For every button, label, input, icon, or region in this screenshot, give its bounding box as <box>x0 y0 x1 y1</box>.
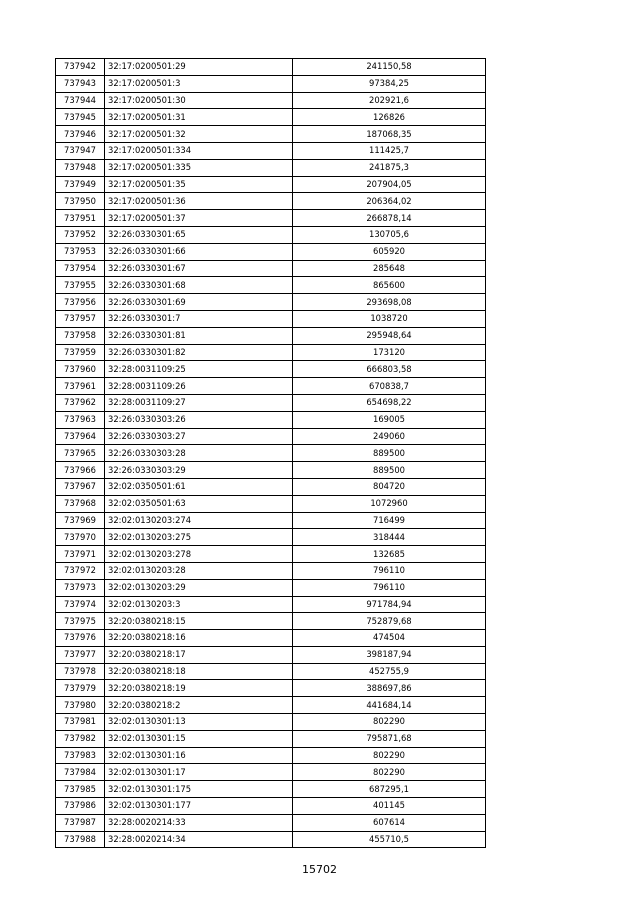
cadastral-number-cell: 32:02:0350501:63 <box>105 495 293 512</box>
row-id-cell: 737974 <box>56 596 105 613</box>
table-row <box>56 747 486 764</box>
value-cell: 802290 <box>293 764 486 781</box>
table-row <box>56 92 486 109</box>
value-cell: 802290 <box>293 747 486 764</box>
value-cell: 187068,35 <box>293 126 486 143</box>
cadastral-number-cell: 32:20:0380218:19 <box>105 680 293 697</box>
table-row <box>56 831 486 848</box>
cadastral-number-cell: 32:28:0020214:33 <box>105 814 293 831</box>
cadastral-number-cell: 32:17:0200501:31 <box>105 109 293 126</box>
cadastral-number-cell: 32:28:0031109:27 <box>105 394 293 411</box>
table-row <box>56 210 486 227</box>
cadastral-number-cell: 32:02:0130203:28 <box>105 562 293 579</box>
cadastral-number-cell: 32:20:0380218:18 <box>105 663 293 680</box>
cadastral-number-cell: 32:28:0031109:25 <box>105 361 293 378</box>
value-cell: 401145 <box>293 798 486 815</box>
cadastral-number-cell: 32:26:0330301:66 <box>105 243 293 260</box>
row-id-cell: 737964 <box>56 428 105 445</box>
value-cell: 97384,25 <box>293 75 486 92</box>
cadastral-number-cell: 32:02:0130301:15 <box>105 730 293 747</box>
row-id-cell: 737956 <box>56 294 105 311</box>
table-row <box>56 361 486 378</box>
value-cell: 388697,86 <box>293 680 486 697</box>
table-row <box>56 243 486 260</box>
row-id-cell: 737978 <box>56 663 105 680</box>
value-cell: 452755,9 <box>293 663 486 680</box>
row-id-cell: 737966 <box>56 462 105 479</box>
row-id-cell: 737963 <box>56 411 105 428</box>
value-cell: 169005 <box>293 411 486 428</box>
table-row <box>56 462 486 479</box>
value-cell: 173120 <box>293 344 486 361</box>
row-id-cell: 737946 <box>56 126 105 143</box>
table-row <box>56 730 486 747</box>
row-id-cell: 737960 <box>56 361 105 378</box>
table-row <box>56 294 486 311</box>
value-cell: 202921,6 <box>293 92 486 109</box>
cadastral-number-cell: 32:17:0200501:3 <box>105 75 293 92</box>
cadastral-number-cell: 32:26:0330301:7 <box>105 310 293 327</box>
row-id-cell: 737951 <box>56 210 105 227</box>
table-row <box>56 59 486 76</box>
row-id-cell: 737947 <box>56 142 105 159</box>
row-id-cell: 737986 <box>56 798 105 815</box>
cadastral-number-cell: 32:20:0380218:17 <box>105 646 293 663</box>
row-id-cell: 737968 <box>56 495 105 512</box>
row-id-cell: 737958 <box>56 327 105 344</box>
value-cell: 126826 <box>293 109 486 126</box>
table-row <box>56 546 486 563</box>
table-row <box>56 663 486 680</box>
table-row <box>56 714 486 731</box>
table-row <box>56 310 486 327</box>
row-id-cell: 737983 <box>56 747 105 764</box>
cadastral-number-cell: 32:26:0330301:67 <box>105 260 293 277</box>
value-cell: 670838,7 <box>293 378 486 395</box>
cadastral-number-cell: 32:26:0330303:27 <box>105 428 293 445</box>
value-cell: 241150,58 <box>293 59 486 76</box>
row-id-cell: 737981 <box>56 714 105 731</box>
cadastral-number-cell: 32:26:0330301:68 <box>105 277 293 294</box>
cadastral-number-cell: 32:20:0380218:2 <box>105 697 293 714</box>
cadastral-number-cell: 32:02:0130203:29 <box>105 579 293 596</box>
row-id-cell: 737973 <box>56 579 105 596</box>
row-id-cell: 737975 <box>56 613 105 630</box>
value-cell: 889500 <box>293 445 486 462</box>
value-cell: 249060 <box>293 428 486 445</box>
table-row <box>56 697 486 714</box>
value-cell: 687295,1 <box>293 781 486 798</box>
cadastral-number-cell: 32:26:0330303:29 <box>105 462 293 479</box>
cadastral-number-cell: 32:02:0130301:13 <box>105 714 293 731</box>
cadastral-value-table <box>55 58 486 848</box>
table-row <box>56 680 486 697</box>
table-row <box>56 529 486 546</box>
table-row <box>56 378 486 395</box>
table-row <box>56 596 486 613</box>
value-cell: 285648 <box>293 260 486 277</box>
cadastral-number-cell: 32:17:0200501:335 <box>105 159 293 176</box>
cadastral-number-cell: 32:17:0200501:334 <box>105 142 293 159</box>
table-row <box>56 562 486 579</box>
cadastral-number-cell: 32:17:0200501:30 <box>105 92 293 109</box>
row-id-cell: 737955 <box>56 277 105 294</box>
row-id-cell: 737950 <box>56 193 105 210</box>
row-id-cell: 737969 <box>56 512 105 529</box>
table-row <box>56 344 486 361</box>
value-cell: 295948,64 <box>293 327 486 344</box>
row-id-cell: 737944 <box>56 92 105 109</box>
cadastral-number-cell: 32:20:0380218:16 <box>105 630 293 647</box>
value-cell: 654698,22 <box>293 394 486 411</box>
table-row <box>56 798 486 815</box>
row-id-cell: 737970 <box>56 529 105 546</box>
table-row <box>56 159 486 176</box>
row-id-cell: 737954 <box>56 260 105 277</box>
row-id-cell: 737976 <box>56 630 105 647</box>
table-row <box>56 478 486 495</box>
cadastral-number-cell: 32:02:0130203:278 <box>105 546 293 563</box>
value-cell: 441684,14 <box>293 697 486 714</box>
row-id-cell: 737965 <box>56 445 105 462</box>
value-cell: 1072960 <box>293 495 486 512</box>
row-id-cell: 737945 <box>56 109 105 126</box>
table-row <box>56 764 486 781</box>
table-row <box>56 277 486 294</box>
row-id-cell: 737967 <box>56 478 105 495</box>
cadastral-number-cell: 32:02:0130301:175 <box>105 781 293 798</box>
cadastral-number-cell: 32:02:0130301:17 <box>105 764 293 781</box>
row-id-cell: 737949 <box>56 176 105 193</box>
value-cell: 802290 <box>293 714 486 731</box>
value-cell: 752879,68 <box>293 613 486 630</box>
table-row <box>56 193 486 210</box>
value-cell: 971784,94 <box>293 596 486 613</box>
value-cell: 1038720 <box>293 310 486 327</box>
cadastral-number-cell: 32:17:0200501:32 <box>105 126 293 143</box>
cadastral-number-cell: 32:26:0330301:65 <box>105 226 293 243</box>
value-cell: 796110 <box>293 579 486 596</box>
row-id-cell: 737942 <box>56 59 105 76</box>
value-cell: 241875,3 <box>293 159 486 176</box>
row-id-cell: 737988 <box>56 831 105 848</box>
value-cell: 111425,7 <box>293 142 486 159</box>
value-cell: 455710,5 <box>293 831 486 848</box>
cadastral-number-cell: 32:02:0130301:16 <box>105 747 293 764</box>
row-id-cell: 737979 <box>56 680 105 697</box>
value-cell: 804720 <box>293 478 486 495</box>
value-cell: 130705,6 <box>293 226 486 243</box>
table-row <box>56 109 486 126</box>
cadastral-number-cell: 32:02:0130203:275 <box>105 529 293 546</box>
table-row <box>56 226 486 243</box>
row-id-cell: 737953 <box>56 243 105 260</box>
cadastral-number-cell: 32:02:0130203:274 <box>105 512 293 529</box>
value-cell: 266878,14 <box>293 210 486 227</box>
row-id-cell: 737959 <box>56 344 105 361</box>
row-id-cell: 737957 <box>56 310 105 327</box>
value-cell: 293698,08 <box>293 294 486 311</box>
cadastral-number-cell: 32:26:0330301:81 <box>105 327 293 344</box>
cadastral-number-cell: 32:26:0330303:26 <box>105 411 293 428</box>
value-cell: 605920 <box>293 243 486 260</box>
cadastral-number-cell: 32:02:0130203:3 <box>105 596 293 613</box>
cadastral-number-cell: 32:26:0330301:82 <box>105 344 293 361</box>
cadastral-number-cell: 32:17:0200501:35 <box>105 176 293 193</box>
table-row <box>56 495 486 512</box>
value-cell: 207904,05 <box>293 176 486 193</box>
cadastral-number-cell: 32:28:0031109:26 <box>105 378 293 395</box>
row-id-cell: 737985 <box>56 781 105 798</box>
value-cell: 607614 <box>293 814 486 831</box>
row-id-cell: 737961 <box>56 378 105 395</box>
cadastral-number-cell: 32:02:0130301:177 <box>105 798 293 815</box>
cadastral-number-cell: 32:17:0200501:36 <box>105 193 293 210</box>
table-row <box>56 75 486 92</box>
row-id-cell: 737977 <box>56 646 105 663</box>
value-cell: 796110 <box>293 562 486 579</box>
table-row <box>56 445 486 462</box>
value-cell: 318444 <box>293 529 486 546</box>
row-id-cell: 737980 <box>56 697 105 714</box>
cadastral-number-cell: 32:20:0380218:15 <box>105 613 293 630</box>
table-row <box>56 142 486 159</box>
value-cell: 889500 <box>293 462 486 479</box>
row-id-cell: 737971 <box>56 546 105 563</box>
value-cell: 206364,02 <box>293 193 486 210</box>
value-cell: 132685 <box>293 546 486 563</box>
value-cell: 716499 <box>293 512 486 529</box>
value-cell: 865600 <box>293 277 486 294</box>
table-row <box>56 428 486 445</box>
table-row <box>56 814 486 831</box>
table-row <box>56 512 486 529</box>
value-cell: 795871,68 <box>293 730 486 747</box>
cadastral-number-cell: 32:17:0200501:37 <box>105 210 293 227</box>
cadastral-number-cell: 32:26:0330303:28 <box>105 445 293 462</box>
table-row <box>56 579 486 596</box>
table-row <box>56 630 486 647</box>
table-row <box>56 126 486 143</box>
cadastral-number-cell: 32:02:0350501:61 <box>105 478 293 495</box>
table-row <box>56 176 486 193</box>
value-cell: 666803,58 <box>293 361 486 378</box>
table-body <box>56 59 486 848</box>
value-cell: 474504 <box>293 630 486 647</box>
table-row <box>56 646 486 663</box>
row-id-cell: 737984 <box>56 764 105 781</box>
row-id-cell: 737982 <box>56 730 105 747</box>
table-row <box>56 327 486 344</box>
table-row <box>56 260 486 277</box>
table-row <box>56 394 486 411</box>
row-id-cell: 737948 <box>56 159 105 176</box>
row-id-cell: 737952 <box>56 226 105 243</box>
row-id-cell: 737943 <box>56 75 105 92</box>
cadastral-number-cell: 32:26:0330301:69 <box>105 294 293 311</box>
cadastral-number-cell: 32:28:0020214:34 <box>105 831 293 848</box>
row-id-cell: 737972 <box>56 562 105 579</box>
table-row <box>56 613 486 630</box>
table-row <box>56 781 486 798</box>
row-id-cell: 737962 <box>56 394 105 411</box>
row-id-cell: 737987 <box>56 814 105 831</box>
table-row <box>56 411 486 428</box>
value-cell: 398187,94 <box>293 646 486 663</box>
cadastral-number-cell: 32:17:0200501:29 <box>105 59 293 76</box>
page-number: 15702 <box>302 863 337 876</box>
